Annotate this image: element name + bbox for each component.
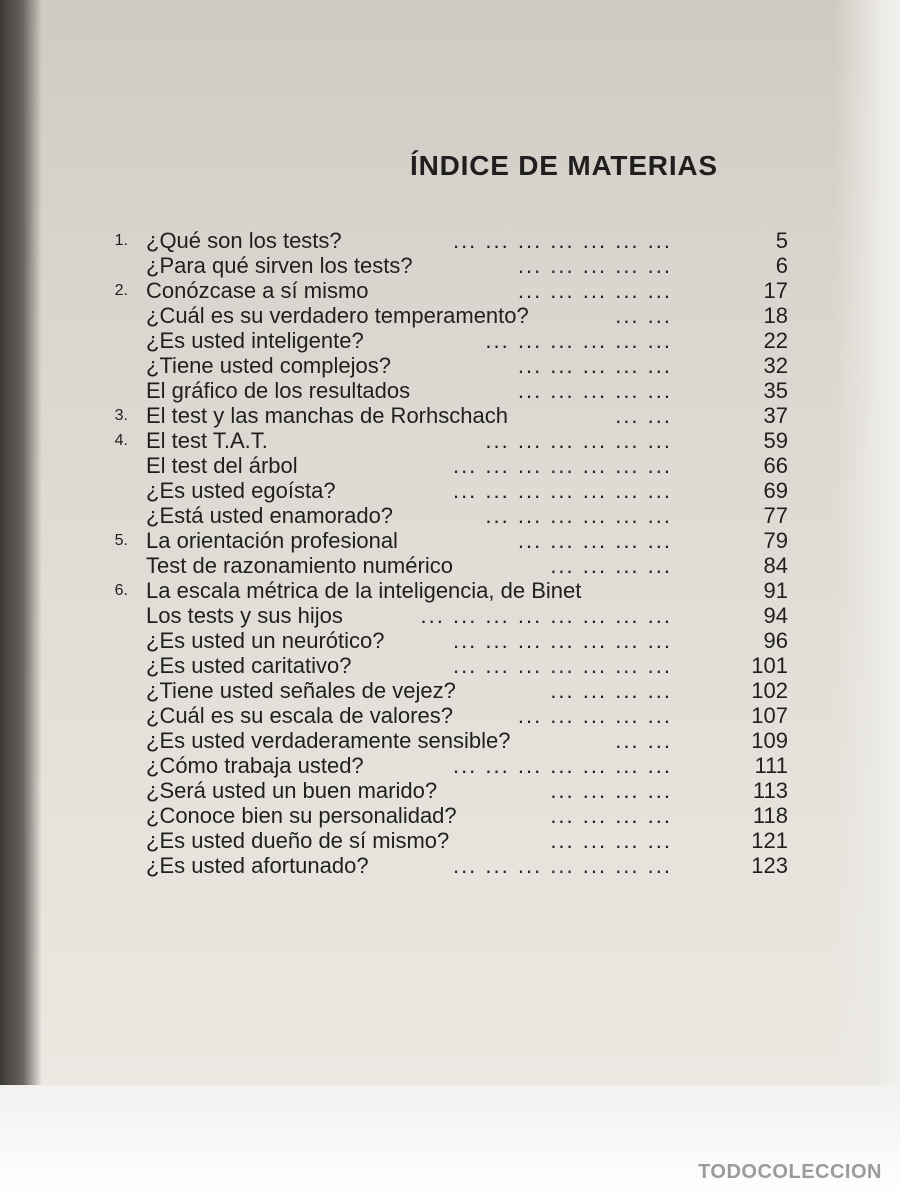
toc-entry [100, 628, 800, 653]
entry-page: 6 [775, 253, 788, 278]
entry-title: Conózcase a sí mismo [146, 278, 369, 303]
table-of-contents [100, 228, 800, 878]
entry-page: 22 [763, 328, 788, 353]
entry-title: La orientación profesional [146, 528, 398, 553]
toc-entry [100, 428, 800, 453]
dot-leader: ... ... [615, 728, 672, 753]
dot-leader: ... ... ... ... ... [517, 703, 672, 728]
entry-title: ¿Es usted egoísta? [146, 478, 336, 503]
entry-page: 121 [751, 828, 788, 853]
entry-title: ¿Es usted afortunado? [146, 853, 369, 878]
dot-leader: ... ... ... ... ... ... ... [452, 453, 672, 478]
chapter-number: 6. [114, 582, 128, 599]
entry-title: ¿Tiene usted complejos? [146, 353, 391, 378]
toc-entry [100, 553, 800, 578]
toc-entry [100, 278, 800, 303]
dot-leader: ... ... ... ... ... ... ... [452, 853, 672, 878]
toc-entry [100, 528, 800, 553]
entry-page: 96 [763, 628, 788, 653]
entry-title: ¿Es usted caritativo? [146, 653, 352, 678]
dot-leader: ... ... ... ... ... ... ... [452, 478, 672, 503]
chapter-number: 4. [114, 432, 128, 449]
entry-page: 37 [763, 403, 788, 428]
entry-title: ¿Para qué sirven los tests? [146, 253, 413, 278]
entry-title: Test de razonamiento numérico [146, 553, 453, 578]
entry-page: 32 [763, 353, 788, 378]
page-right-edge [835, 0, 900, 1085]
entry-page: 77 [763, 503, 788, 528]
entry-page: 18 [763, 303, 788, 328]
entry-page: 101 [751, 653, 788, 678]
watermark: TODOCOLECCION [698, 1161, 882, 1183]
toc-entry [100, 503, 800, 528]
dot-leader: ... ... ... ... ... [517, 278, 672, 303]
entry-page: 66 [763, 453, 788, 478]
dot-leader: ... ... ... ... ... ... ... [452, 753, 672, 778]
dot-leader: ... ... ... ... [550, 828, 672, 853]
toc-entry [100, 678, 800, 703]
chapter-number: 2. [114, 282, 128, 299]
entry-title: ¿Es usted un neurótico? [146, 628, 385, 653]
toc-entry [100, 253, 800, 278]
dot-leader: ... ... ... ... ... ... ... ... [420, 603, 672, 628]
toc-entry [100, 803, 800, 828]
entry-title: ¿Está usted enamorado? [146, 503, 394, 528]
entry-page: 102 [751, 678, 788, 703]
entry-title: ¿Tiene usted señales de vejez? [146, 678, 456, 703]
dot-leader: ... ... ... ... [550, 778, 672, 803]
toc-entry [100, 453, 800, 478]
dot-leader: ... ... ... ... ... ... [485, 428, 672, 453]
entry-page: 84 [763, 553, 788, 578]
entry-page: 35 [763, 378, 788, 403]
dot-leader: ... ... ... ... ... ... ... [452, 628, 672, 653]
dot-leader: ... ... ... ... ... ... [485, 328, 672, 353]
toc-entry [100, 753, 800, 778]
toc-entry [100, 578, 800, 603]
entry-page: 111 [754, 753, 788, 778]
dot-leader: ... ... [615, 403, 672, 428]
page-title: ÍNDICE DE MATERIAS [410, 150, 718, 181]
dot-leader: ... ... ... ... [550, 553, 672, 578]
entry-page: 118 [752, 803, 788, 828]
chapter-number: 3. [114, 407, 128, 424]
entry-title: ¿Cuál es su escala de valores? [146, 703, 453, 728]
dot-leader: ... ... ... ... ... [517, 378, 672, 403]
dot-leader: ... ... [615, 303, 672, 328]
chapter-number: 5. [114, 532, 128, 549]
entry-page: 113 [752, 778, 788, 803]
entry-title: ¿Cómo trabaja usted? [146, 753, 364, 778]
entry-page: 17 [763, 278, 788, 303]
dot-leader: ... ... ... ... ... ... ... [452, 228, 672, 253]
toc-entry [100, 778, 800, 803]
book-spine-shadow [0, 0, 42, 1200]
entry-title: ¿Es usted verdaderamente sensible? [146, 728, 511, 753]
toc-entry [100, 853, 800, 878]
toc-entry [100, 728, 800, 753]
entry-title: El test y las manchas de Rorhschach [146, 403, 508, 428]
toc-entry [100, 353, 800, 378]
entry-title: La escala métrica de la inteligencia, de Binet [146, 578, 582, 603]
entry-page: 91 [763, 578, 788, 603]
toc-entry [100, 328, 800, 353]
entry-title: ¿Qué son los tests? [146, 228, 342, 253]
toc-entry [100, 653, 800, 678]
entry-title: ¿Será usted un buen marido? [146, 778, 438, 803]
toc-entry [100, 403, 800, 428]
entry-title: ¿Es usted dueño de sí mismo? [146, 828, 450, 853]
toc-entry [100, 603, 800, 628]
entry-title: El test del árbol [146, 453, 298, 478]
entry-title: ¿Conoce bien su personalidad? [146, 803, 457, 828]
dot-leader: ... ... ... ... ... [517, 253, 672, 278]
entry-page: 69 [763, 478, 788, 503]
toc-entry [100, 828, 800, 853]
entry-title: Los tests y sus hijos [146, 603, 343, 628]
toc-entry [100, 378, 800, 403]
dot-leader: ... ... ... ... ... [517, 528, 672, 553]
entry-title: ¿Es usted inteligente? [146, 328, 364, 353]
entry-page: 5 [775, 228, 788, 253]
toc-entry [100, 303, 800, 328]
dot-leader: ... ... ... ... [550, 678, 672, 703]
entry-page: 79 [763, 528, 788, 553]
dot-leader: ... ... ... ... ... ... ... [452, 653, 672, 678]
entry-page: 59 [763, 428, 788, 453]
entry-page: 107 [751, 703, 788, 728]
entry-title: ¿Cuál es su verdadero temperamento? [146, 303, 529, 328]
dot-leader: ... ... ... ... ... [517, 353, 672, 378]
entry-page: 123 [751, 853, 788, 878]
entry-title: El test T.A.T. [146, 428, 268, 453]
chapter-number: 1. [114, 232, 128, 249]
dot-leader: ... ... ... ... [550, 803, 672, 828]
entry-page: 109 [751, 728, 788, 753]
entry-page: 94 [763, 603, 788, 628]
toc-entry [100, 478, 800, 503]
toc-entry [100, 228, 800, 253]
entry-title: El gráfico de los resultados [146, 378, 411, 403]
dot-leader: ... ... ... ... ... ... [485, 503, 672, 528]
toc-entry [100, 703, 800, 728]
